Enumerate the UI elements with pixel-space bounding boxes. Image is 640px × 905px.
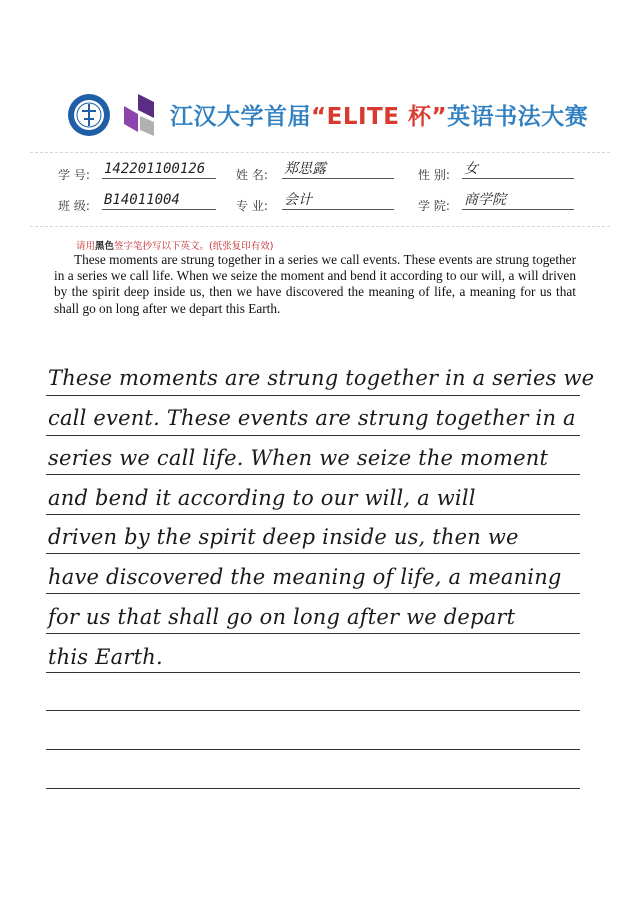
ruled-line — [46, 749, 580, 750]
page-title — [170, 98, 588, 131]
ruled-line — [46, 672, 580, 673]
ruled-line — [46, 633, 580, 634]
major-label: 专 业: — [236, 199, 268, 213]
ruled-line — [46, 435, 580, 436]
student-id-field[interactable]: 142201100126 — [102, 160, 216, 179]
ruled-line — [46, 474, 580, 475]
handwriting-line: this Earth. — [48, 645, 163, 669]
ruled-line — [46, 710, 580, 711]
handwriting-line: and bend it according to our will, a will — [48, 486, 476, 510]
class-label: 班 级: — [58, 199, 90, 213]
divider — [30, 226, 610, 227]
major-field[interactable]: 会计 — [282, 191, 394, 210]
handwriting-line: have discovered the meaning of life, a meaning — [48, 565, 562, 589]
handwriting-line: call event. These events are strung together in a — [48, 406, 576, 430]
ruled-line — [46, 395, 580, 396]
handwriting-line: for us that shall go on long after we depart — [48, 605, 516, 629]
gender-field[interactable]: 女 — [462, 160, 574, 179]
class-field[interactable]: B14011004 — [102, 191, 216, 210]
ruled-line — [46, 553, 580, 554]
college-label: 学 院: — [418, 199, 450, 213]
ruled-line — [46, 593, 580, 594]
ruled-line — [46, 514, 580, 515]
instruction-bold: 黑色 — [95, 241, 115, 252]
instruction-prefix: 请用 — [76, 241, 96, 252]
university-seal-icon — [67, 93, 111, 137]
elite-logo-icon — [120, 92, 160, 138]
title-brand: “ELITE 杯” — [311, 104, 448, 130]
title-prefix: 江汉大学首届 — [170, 104, 311, 130]
college-field[interactable]: 商学院 — [462, 191, 574, 210]
student-id-label: 学 号: — [58, 168, 90, 182]
handwriting-line: These moments are strung together in a series we — [48, 366, 595, 390]
divider — [30, 152, 610, 153]
handwriting-line: series we call life. When we seize the moment — [48, 446, 549, 470]
header — [62, 88, 602, 138]
name-field[interactable]: 郑思露 — [282, 160, 394, 179]
gender-label: 性 别: — [418, 168, 450, 182]
title-suffix: 英语书法大赛 — [447, 104, 589, 130]
source-passage: These moments are strung together in a series we call events. These events are strung together in a series we call life. When we seize the moment and bend it according to our will, a will driven by the spirit deep inside us, then we have discovered the meaning of life, a meaning for us that shall go on long after we depart this Earth. — [54, 252, 576, 316]
instruction-suffix: 签字笔抄写以下英文。(纸张复印有效) — [114, 241, 274, 252]
name-label: 姓 名: — [236, 168, 268, 182]
handwriting-line: driven by the spirit deep inside us, then we — [48, 525, 519, 549]
ruled-line — [46, 788, 580, 789]
instruction-text — [76, 238, 273, 252]
